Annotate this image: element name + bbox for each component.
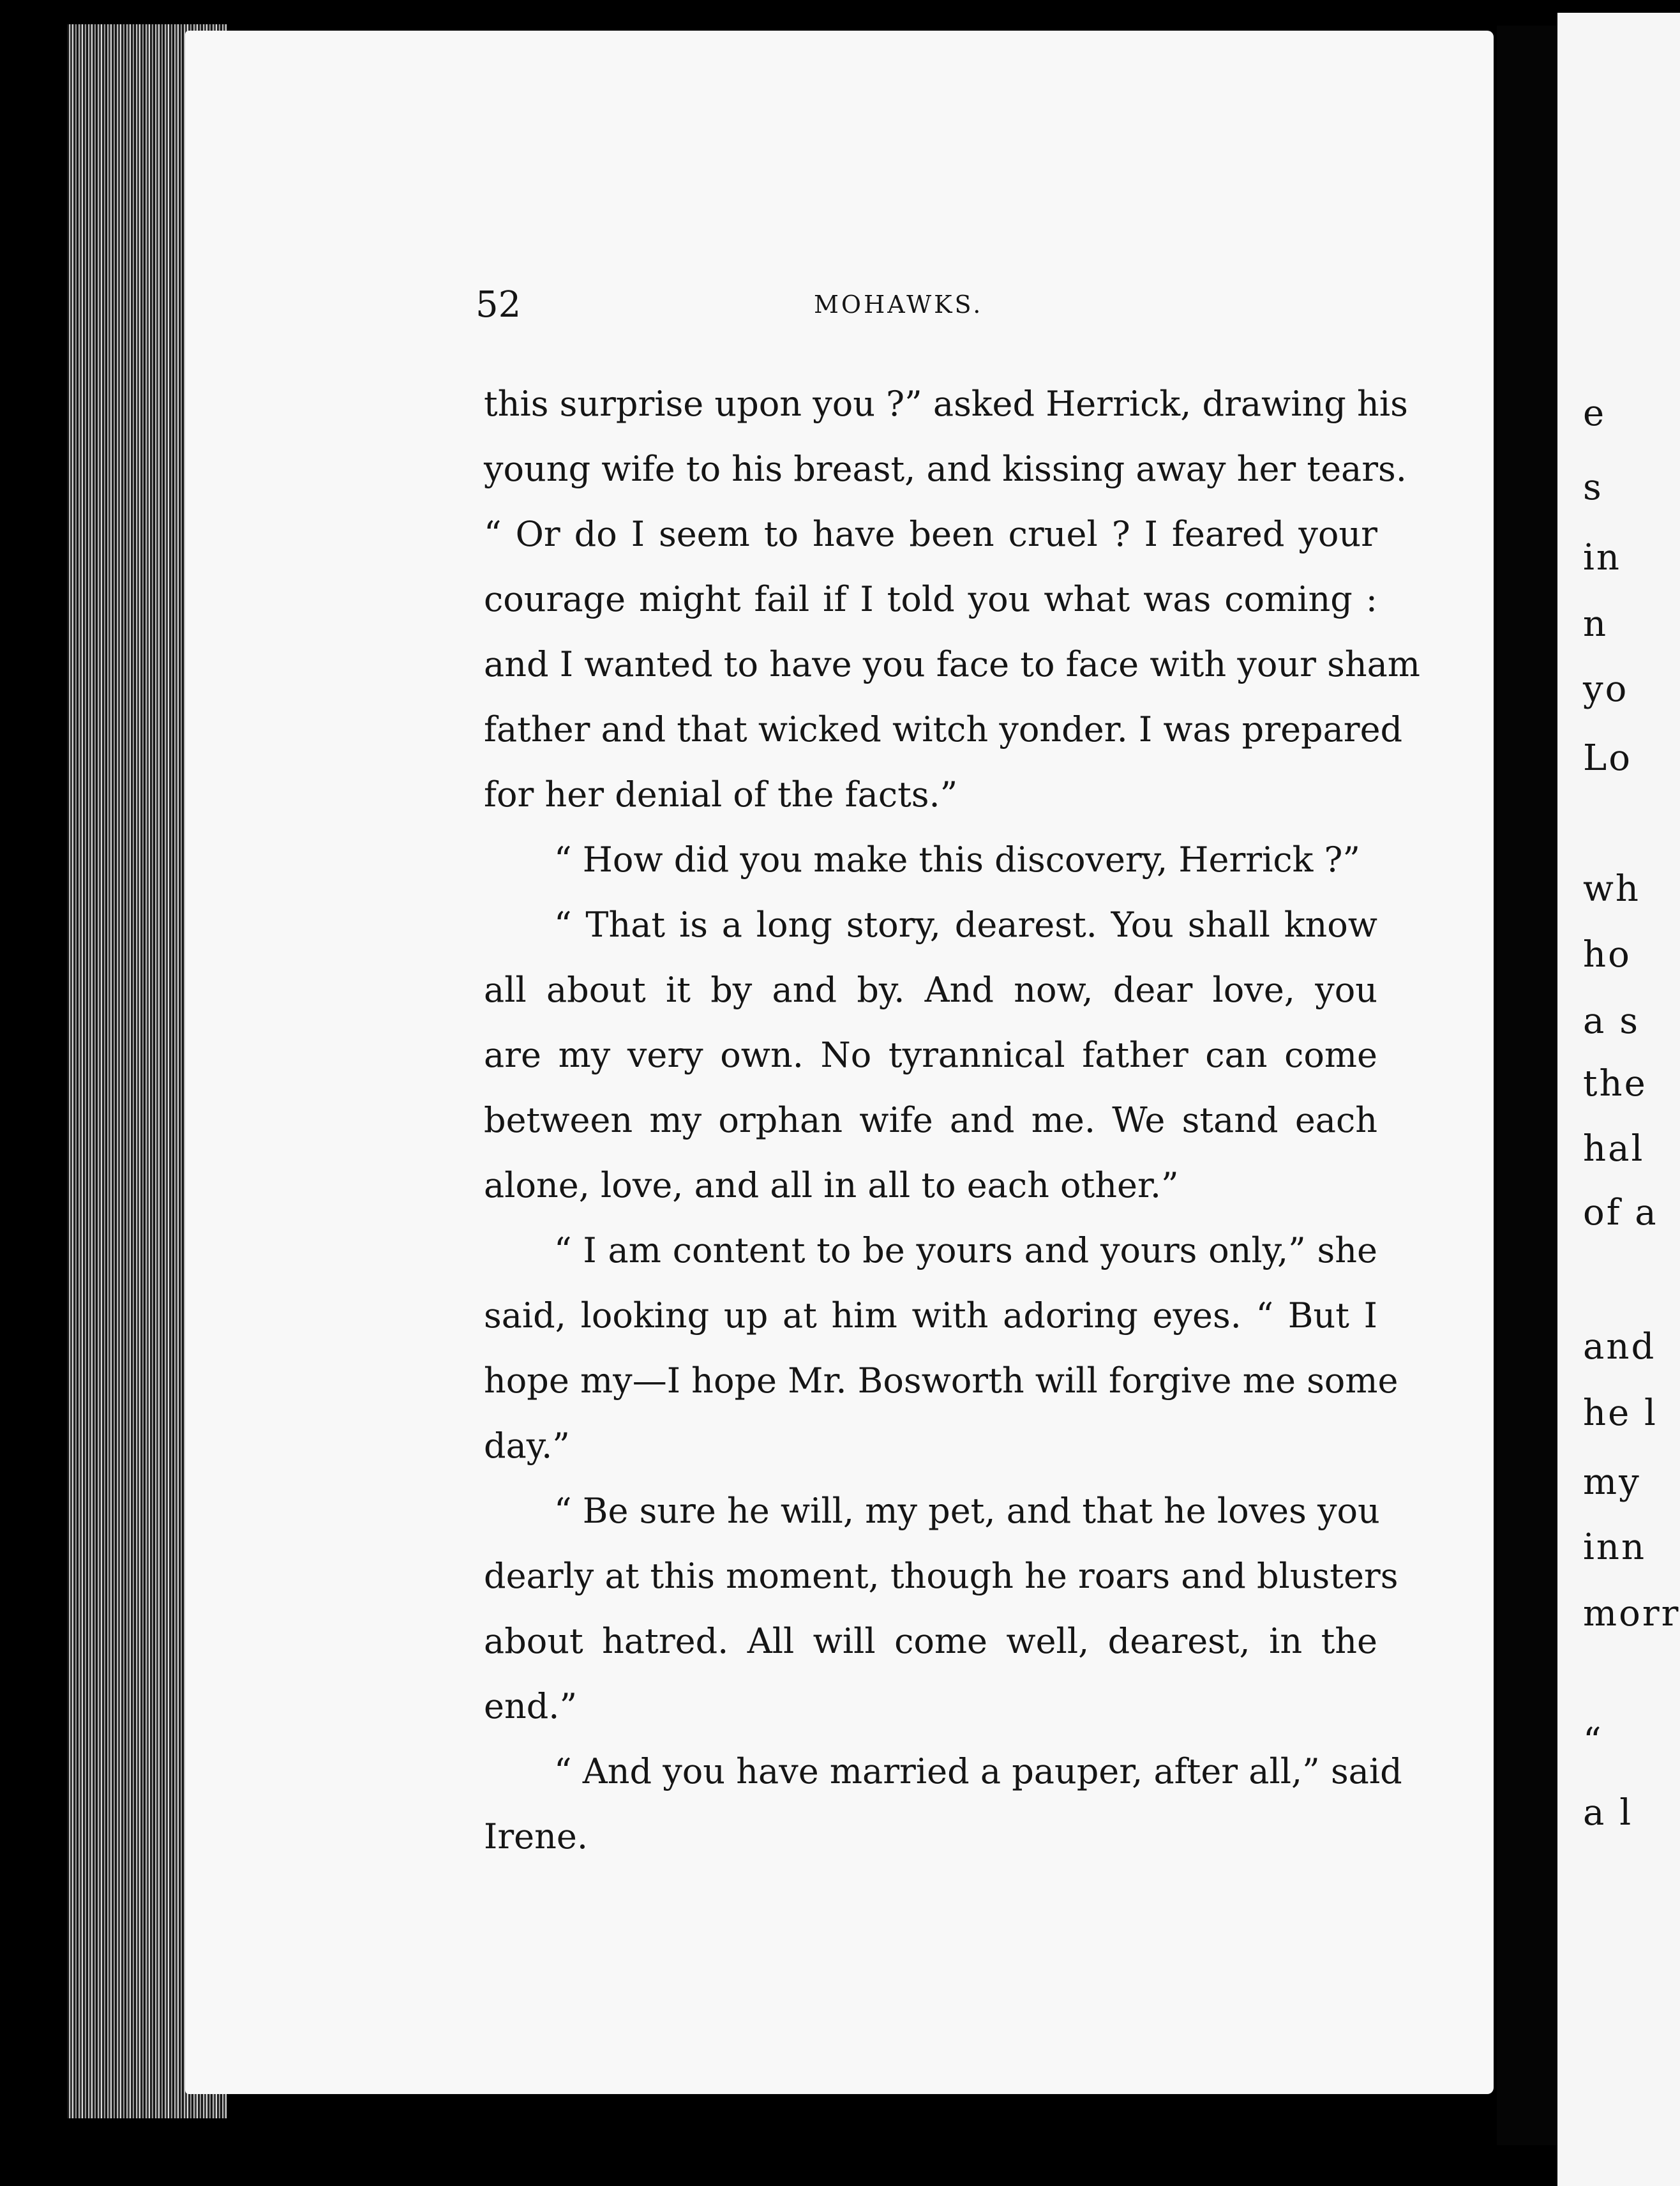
- facing-fragment: in: [1583, 537, 1621, 578]
- text-line: all about it by and by. And now, dear love, you: [484, 970, 1377, 1010]
- text-line: courage might fail if I told you what was coming :: [484, 579, 1377, 619]
- facing-fragment: yo: [1583, 668, 1629, 710]
- text-line: end.”: [484, 1686, 578, 1726]
- text-line: “ Be sure he will, my pet, and that he loves you: [554, 1491, 1380, 1531]
- text-line: “ I am content to be yours and yours only,” she: [554, 1230, 1377, 1270]
- facing-fragment: s: [1583, 467, 1603, 508]
- text-line: for her denial of the facts.”: [484, 774, 958, 815]
- text-line: about hatred. All will come well, dearest, in the: [484, 1621, 1377, 1661]
- facing-fragment: my: [1583, 1461, 1641, 1503]
- facing-fragment: a l: [1583, 1792, 1633, 1834]
- text-line: young wife to his breast, and kissing away her tears.: [484, 449, 1407, 489]
- facing-fragment: and: [1583, 1326, 1656, 1368]
- running-title: MOHAWKS.: [814, 290, 984, 319]
- facing-fragment: the: [1583, 1063, 1647, 1104]
- body-text: [484, 372, 1420, 1869]
- text-line: day.”: [484, 1426, 570, 1466]
- text-line: “ That is a long story, dearest. You shall know: [554, 905, 1377, 945]
- facing-fragment: ho: [1583, 934, 1631, 976]
- facing-fragment: n: [1583, 603, 1609, 645]
- facing-page: [1557, 13, 1680, 2186]
- facing-fragment: Lo: [1583, 737, 1632, 779]
- facing-fragment: “: [1583, 1721, 1603, 1762]
- facing-fragment: e: [1583, 393, 1607, 434]
- page-number: 52: [476, 284, 521, 326]
- facing-fragment: wh: [1583, 868, 1640, 910]
- facing-fragment: inn: [1583, 1526, 1647, 1568]
- book-spine: [1497, 26, 1557, 2145]
- text-line: “ And you have married a pauper, after all,” said: [554, 1751, 1402, 1791]
- text-line: and I wanted to have you face to face with your sham: [484, 644, 1420, 684]
- text-line: said, looking up at him with adoring eyes. “ But I: [484, 1295, 1377, 1336]
- text-line: alone, love, and all in all to each other.”: [484, 1165, 1179, 1205]
- facing-fragment: he l: [1583, 1392, 1658, 1434]
- text-line: “ Or do I seem to have been cruel ? I feared your: [484, 514, 1377, 554]
- facing-fragment: hal: [1583, 1128, 1645, 1170]
- text-line: father and that wicked witch yonder. I was prepared: [484, 709, 1403, 750]
- text-line: “ How did you make this discovery, Herrick ?”: [554, 840, 1361, 880]
- facing-fragment: morr: [1583, 1593, 1680, 1634]
- text-line: between my orphan wife and me. We stand each: [484, 1100, 1377, 1140]
- facing-fragment: of a: [1583, 1192, 1658, 1233]
- text-line: hope my—I hope Mr. Bosworth will forgive me some: [484, 1361, 1399, 1401]
- text-line: dearly at this moment, though he roars and blusters: [484, 1556, 1399, 1596]
- text-line: this surprise upon you ?” asked Herrick, drawing his: [484, 384, 1408, 424]
- running-head: [476, 284, 1395, 329]
- facing-fragment: a s: [1583, 1000, 1640, 1042]
- text-line: are my very own. No tyrannical father can come: [484, 1035, 1377, 1075]
- text-line: Irene.: [484, 1816, 589, 1857]
